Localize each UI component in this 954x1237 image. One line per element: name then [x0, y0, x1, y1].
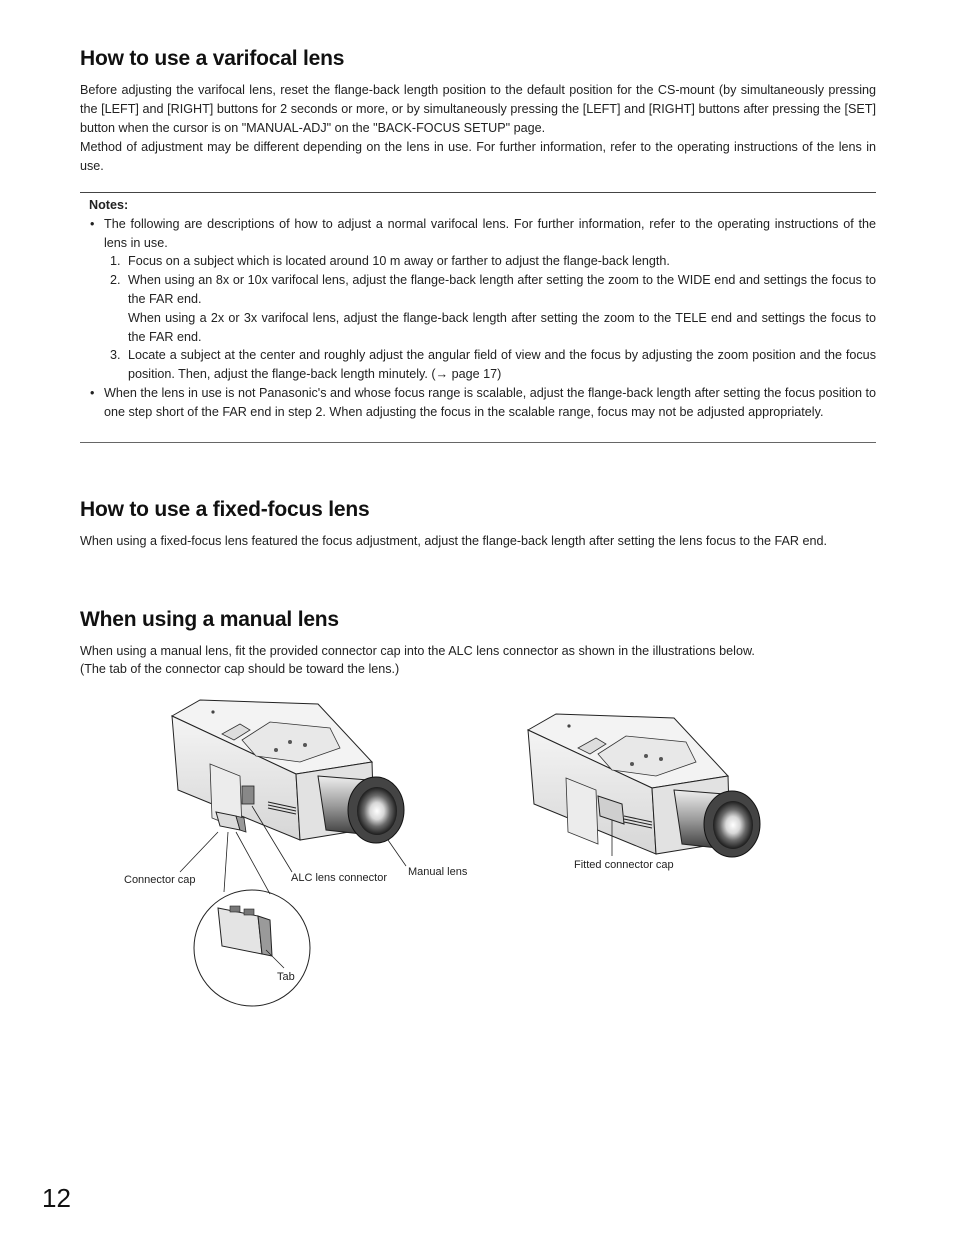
label-connector-cap: Connector cap — [124, 874, 196, 886]
manual-lens-paragraph-2: (The tab of the connector cap should be toward the lens.) — [80, 662, 400, 676]
heading-fixed-focus: How to use a fixed-focus lens — [80, 498, 370, 521]
varifocal-paragraph-1: Before adjusting the varifocal lens, reset the flange-back length position to the default position for the CS-mount (by simultaneously pressing the [LEFT] and [RIGHT] buttons for 2 seconds or more, or by simultaneously pressing the [LEFT] and [RIGHT] buttons after pressing the [SET] button when the cursor is on "MANUAL-ADJ" on the "BACK-FOCUS SETUP" page. — [80, 83, 876, 135]
page-number: 12 — [42, 1183, 71, 1213]
heading-manual-lens: When using a manual lens — [80, 608, 339, 631]
step-number: 1. — [110, 254, 121, 268]
bullet-mark: • — [90, 386, 95, 400]
notes-step-2a-text: When using an 8x or 10x varifocal lens, adjust the flange-back length after setting the zoom to the WIDE end and settings the focus to the FAR end. — [128, 273, 876, 306]
notes-title: Notes: — [89, 198, 129, 212]
heading-varifocal: How to use a varifocal lens — [80, 47, 345, 70]
step-number: 2. — [110, 273, 121, 287]
label-fitted-connector-cap: Fitted connector cap — [574, 859, 674, 871]
label-alc-lens-connector: ALC lens connector — [291, 872, 387, 884]
label-tab: Tab — [277, 971, 295, 983]
bullet-mark: • — [90, 217, 95, 231]
magnified-cap-callout — [194, 890, 310, 1006]
camera-body-with-cap-fitted — [528, 714, 760, 857]
step-number: 3. — [110, 348, 121, 362]
notes-step-3-text: Locate a subject at the center and roughly adjust the angular field of view and the focus by adjusting the zoom position and the focus position. Then, adjust the flange-back length minutely. (→ page 17) — [128, 348, 876, 381]
manual-lens-paragraph-1: When using a manual lens, fit the provided connector cap into the ALC lens connector as shown in the illustrations below. — [80, 644, 755, 658]
camera-body-with-cap-detached — [172, 700, 404, 843]
fixed-focus-paragraph: When using a fixed-focus lens featured the focus adjustment, adjust the flange-back length after setting the lens focus to the FAR end. — [80, 534, 827, 548]
notes-step-1-text: Focus on a subject which is located around 10 m away or farther to adjust the flange-back length. — [128, 254, 670, 268]
varifocal-paragraph-2: Method of adjustment may be different depending on the lens in use. For further information, refer to the operating instructions of the lens in use. — [80, 140, 876, 173]
notes-bullet-2-text: When the lens in use is not Panasonic's and whose focus range is scalable, adjust the flange-back length after setting the focus position to one step short of the FAR end in step 2. When adjusting the focus in the scalable range, focus may not be adjusted appropriately. — [104, 386, 876, 419]
label-manual-lens: Manual lens — [408, 866, 468, 878]
notes-bullet-1-text: The following are descriptions of how to adjust a normal varifocal lens. For further information, refer to the operating instructions of the lens in use. — [104, 217, 876, 250]
notes-step-2b-text: When using a 2x or 3x varifocal lens, adjust the flange-back length after setting the zoom to the TELE end and settings the focus to the FAR end. — [128, 311, 876, 344]
